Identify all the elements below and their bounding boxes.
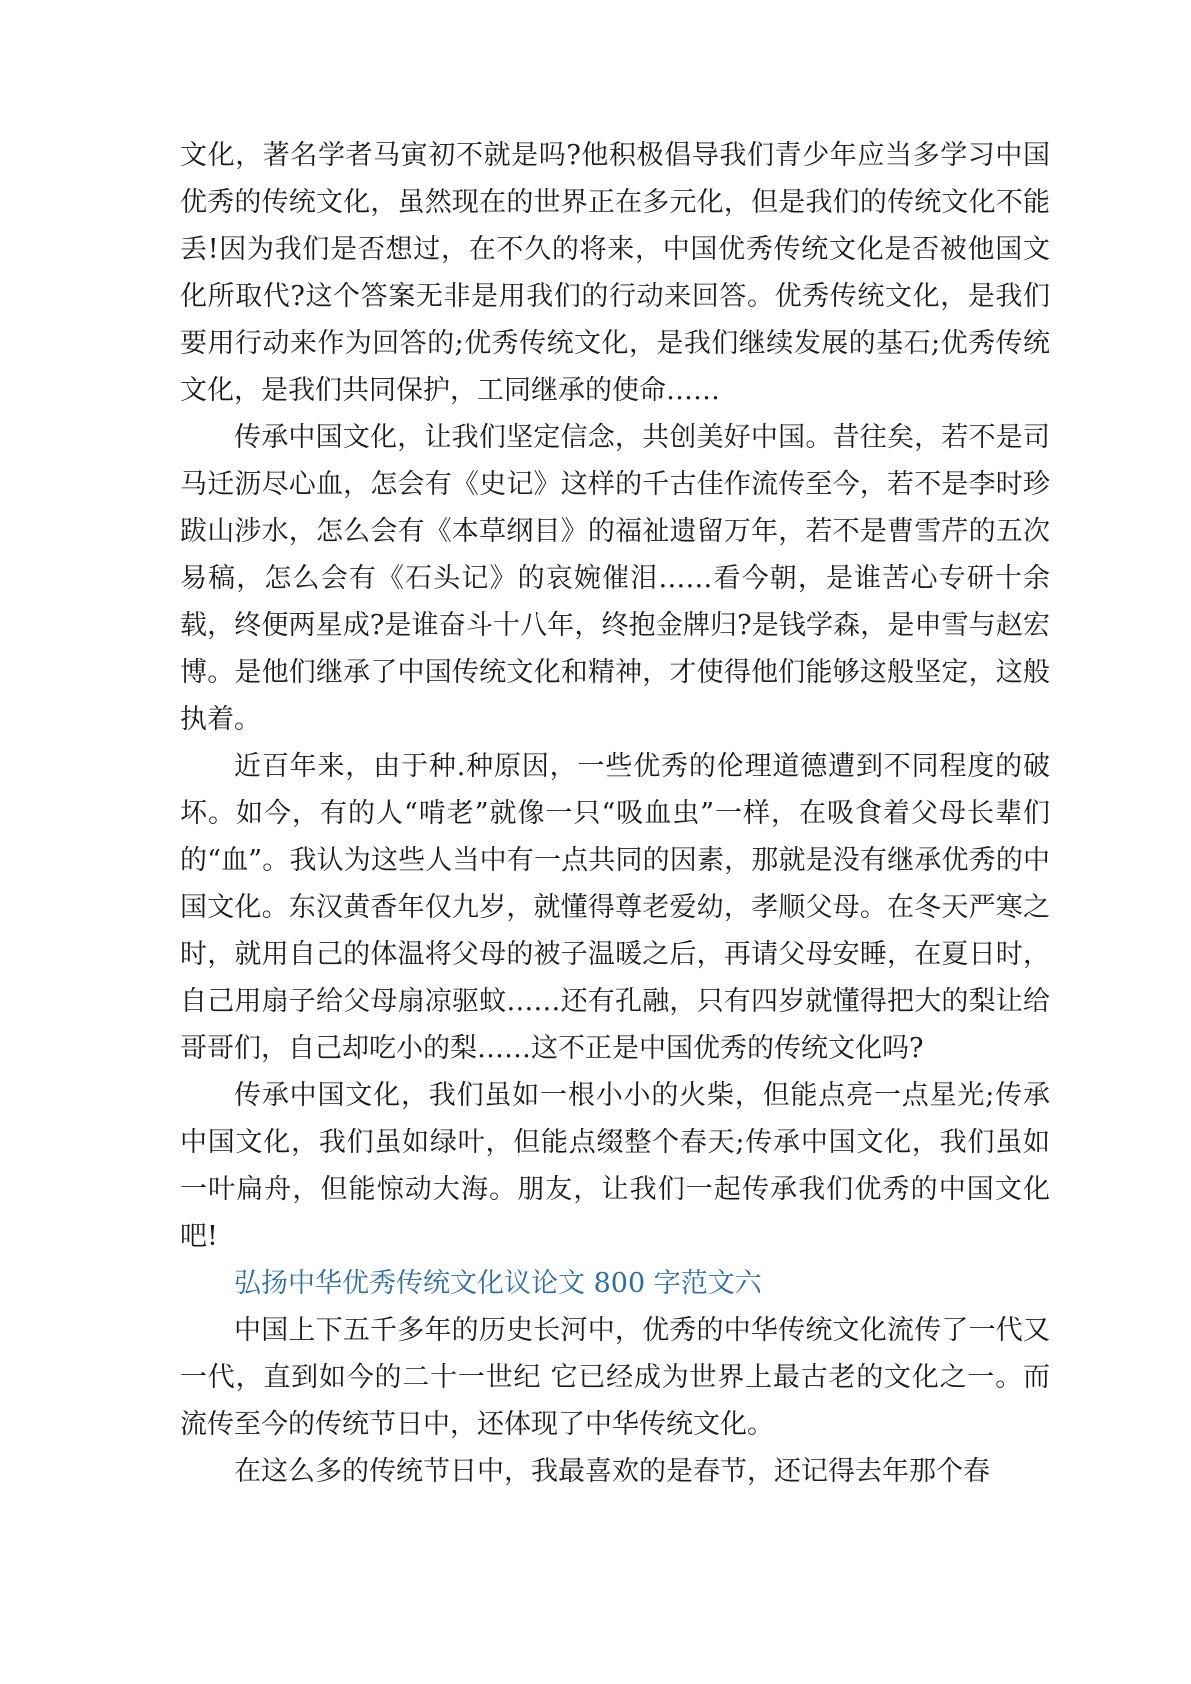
paragraph: 传承中国文化，让我们坚定信念，共创美好中国。昔往矣，若不是司马迁沥尽心血，怎会有《史记》这样的千古佳作流传至今，若不是李时珍跋山涉水，怎么会有《本草纲目》的福祉遗留万年，若不是曹雪芹的五次易稿，怎么会有《石头记》的哀婉催泪……看今朝，是谁苦心专研十余载，终便两星成?是谁奋斗十八年，终抱金牌归?是钱学森，是申雪与赵宏博。是他们继承了中国传统文化和精神，才使得他们能够这般坚定，这般执着。 [180, 422, 1050, 735]
paragraph: 近百年来，由于种.种原因，一些优秀的伦理道德遭到不同程度的破坏。如今，有的人“啃老”就像一只“吸血虫”一样，在吸食着父母长辈们的“血”。我认为这些人当中有一点共同的因素，那就是没有继承优秀的中国文化。东汉黄香年仅九岁，就懂得尊老爱幼，孝顺父母。在冬天严寒之时，就用自己的体温将父母的被子温暖之后，再请父母安睡，在夏日时，自己用扇子给父母扇凉驱蚊……还有孔融，只有四岁就懂得把大的梨让给哥哥们，自己却吃小的梨……这不正是中国优秀的传统文化吗? [180, 751, 1050, 1064]
section-heading: 弘扬中华优秀传统文化议论文 800 字范文六 [234, 1268, 762, 1299]
paragraph: 在这么多的传统节日中，我最喜欢的是春节，还记得去年那个春 [234, 1456, 990, 1487]
paragraph: 文化，著名学者马寅初不就是吗?他积极倡导我们青少年应当多学习中国优秀的传统文化，虽然现在的世界正在多元化，但是我们的传统文化不能丢!因为我们是否想过，在不久的将来，中国优秀传统文化是否被他国文化所取代?这个答案无非是用我们的行动来回答。优秀传统文化，是我们要用行动来作为回答的;优秀传统文化，是我们继续发展的基石;优秀传统文化，是我们共同保护，工同继承的使命…… [180, 140, 1050, 406]
document-body [180, 132, 1050, 1495]
paragraph: 中国上下五千多年的历史长河中，优秀的中华传统文化流传了一代又一代，直到如今的二十一世纪 它已经成为世界上最古老的文化之一。而流传至今的传统节日中，还体现了中华传统文化。 [180, 1315, 1050, 1440]
paragraph: 传承中国文化，我们虽如一根小小的火柴，但能点亮一点星光;传承中国文化，我们虽如绿叶，但能点缀整个春天;传承中国文化，我们虽如一叶扁舟，但能惊动大海。朋友，让我们一起传承我们优秀的中国文化吧! [180, 1080, 1050, 1252]
